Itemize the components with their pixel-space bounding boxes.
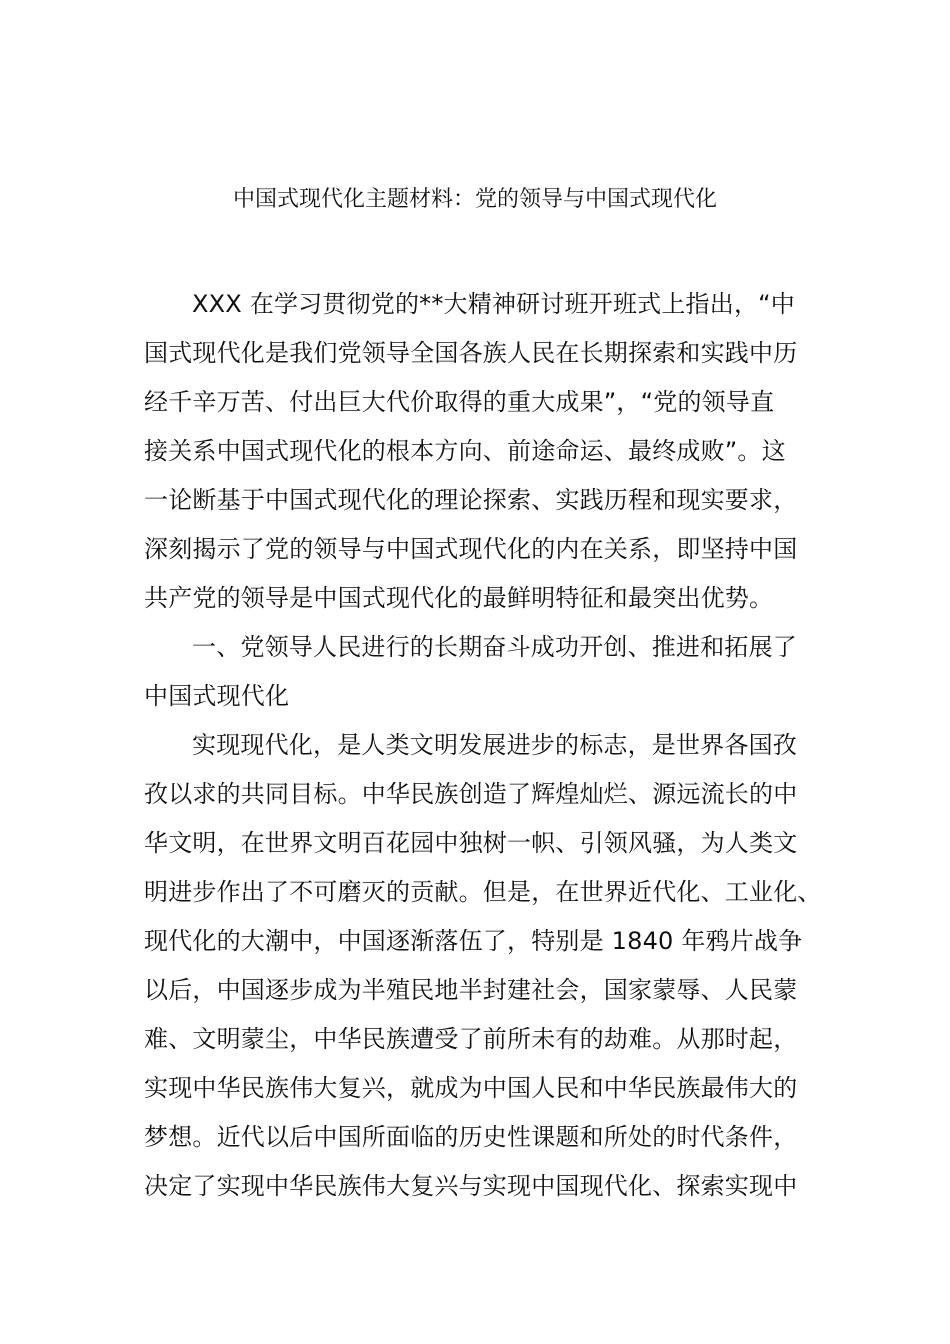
- document-title: 中国式现代化主题材料：党的领导与中国式现代化: [232, 187, 717, 212]
- paragraph-line: 深刻揭示了党的领导与中国式现代化的内在关系，即坚持中国: [144, 535, 798, 563]
- paragraph-line: 决定了实现中华民族伟大复兴与实现中国现代化、探索实现中: [144, 1172, 798, 1200]
- paragraph-line: 梦想。近代以后中国所面临的历史性课题和所处的时代条件，: [144, 1123, 798, 1151]
- paragraph-line: 国式现代化是我们党领导全国各族人民在长期探索和实践中历: [144, 339, 798, 367]
- paragraph-line: 难、文明蒙尘，中华民族遭受了前所未有的劫难。从那时起，: [144, 1025, 798, 1053]
- paragraph-line: 以后，中国逐步成为半殖民地半封建社会，国家蒙辱、人民蒙: [144, 976, 798, 1004]
- paragraph-line: 华文明，在世界文明百花园中独树一帜、引领风骚，为人类文: [144, 829, 798, 857]
- paragraph-line: 一论断基于中国式现代化的理论探索、实践历程和现实要求，: [144, 486, 798, 514]
- paragraph-line: 共产党的领导是中国式现代化的最鲜明特征和最突出优势。: [144, 584, 774, 612]
- document-body: [144, 280, 824, 1211]
- paragraph-line: 孜以求的共同目标。中华民族创造了辉煌灿烂、源远流长的中: [144, 780, 798, 808]
- paragraph-line: 现代化的大潮中，中国逐渐落伍了，特别是 1840 年鸦片战争: [144, 927, 803, 955]
- paragraph-line: 实现中华民族伟大复兴，就成为中国人民和中华民族最伟大的: [144, 1074, 798, 1102]
- paragraph-line: 明进步作出了不可磨灭的贡献。但是，在世界近代化、工业化、: [144, 878, 822, 906]
- paragraph-line: 经千辛万苦、付出巨大代价取得的重大成果”，“党的领导直: [144, 388, 775, 416]
- paragraph-line: 接关系中国式现代化的根本方向、前途命运、最终成败”。这: [144, 437, 786, 465]
- paragraph-line: 实现现代化，是人类文明发展进步的标志，是世界各国孜: [192, 731, 797, 759]
- section-heading-line: 一、党领导人民进行的长期奋斗成功开创、推进和拓展了: [192, 633, 797, 661]
- paragraph-line: XXX 在学习贯彻党的**大精神研讨班开班式上指出，“中: [192, 290, 795, 318]
- section-heading-line: 中国式现代化: [144, 682, 290, 710]
